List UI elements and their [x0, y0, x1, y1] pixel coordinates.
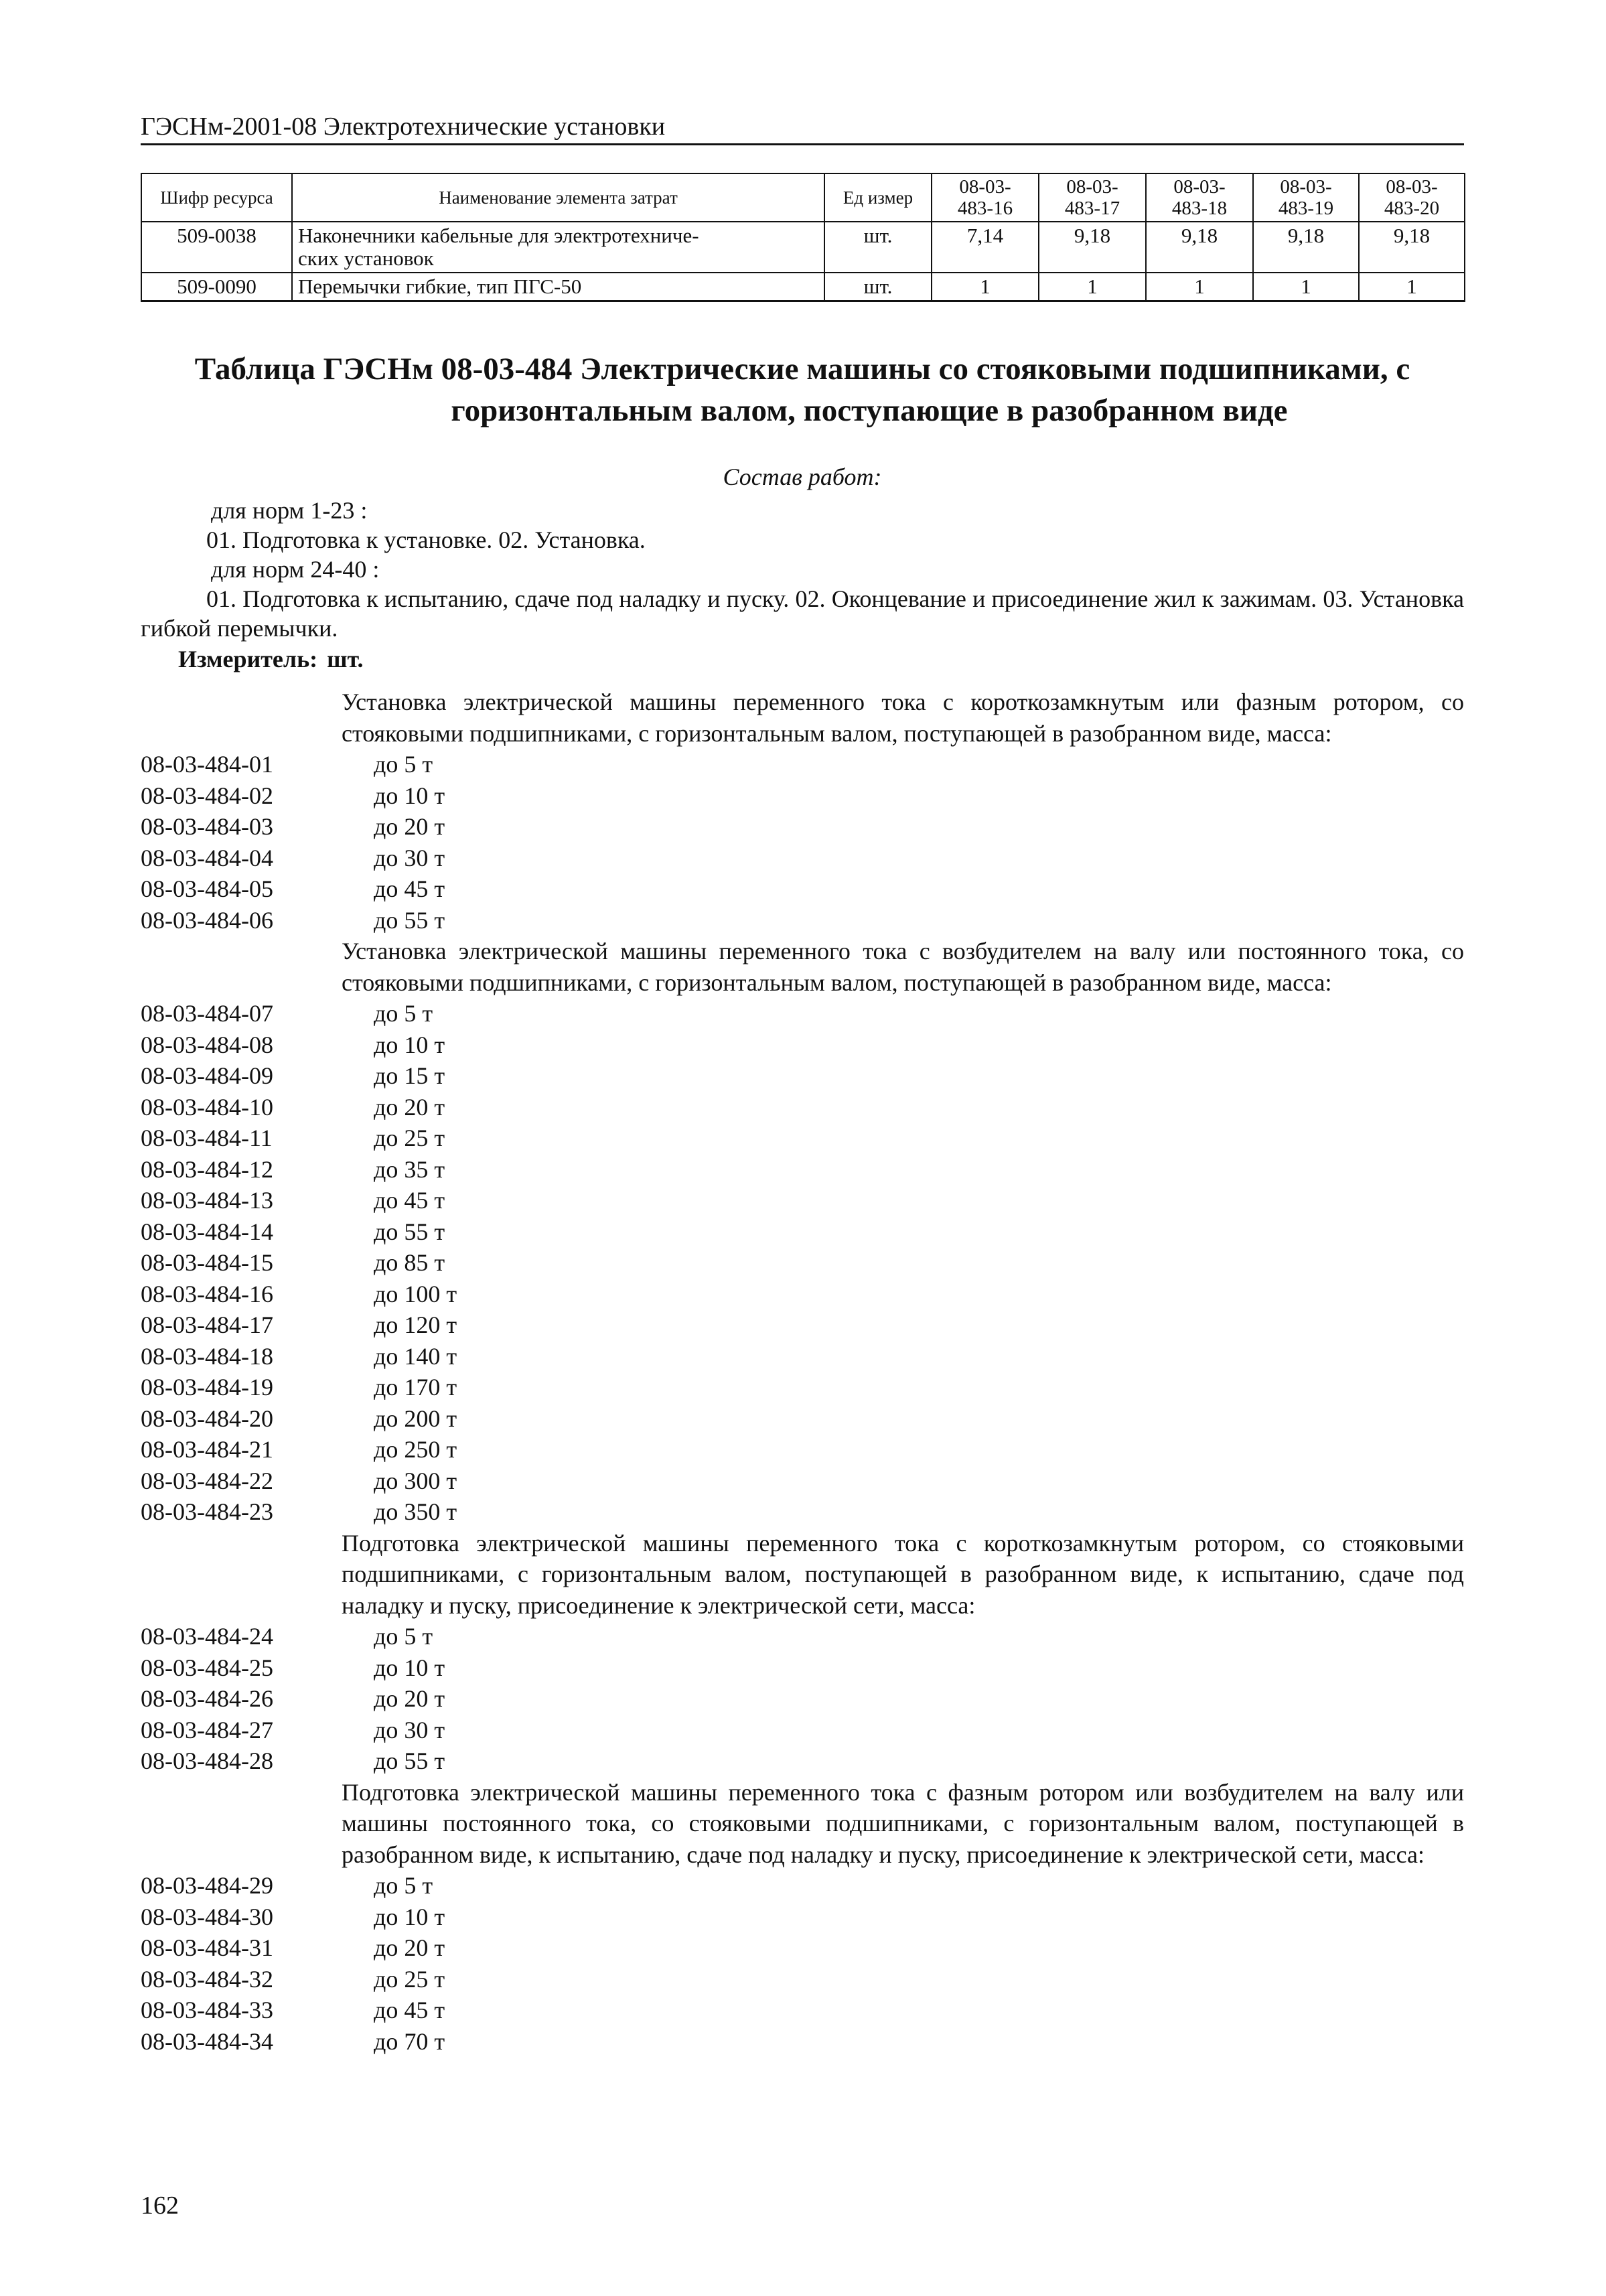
list-item: [141, 1465, 1464, 1497]
norm-mass: до 20 т: [374, 1685, 445, 1712]
norm-mass: до 200 т: [374, 1405, 457, 1432]
norm-code: 08-03-484-09: [141, 1062, 273, 1089]
norm-mass: до 55 т: [374, 1218, 445, 1245]
norm-code: 08-03-484-32: [141, 1965, 273, 1993]
norm-mass: до 5 т: [374, 1000, 433, 1027]
norm-code: 08-03-484-16: [141, 1280, 273, 1307]
norm-code: 08-03-484-02: [141, 782, 273, 809]
norm-mass: до 10 т: [374, 1654, 445, 1681]
group2-text: 01. Подготовка к испытанию, сдаче под наладку и пуску. 02. Оконцевание и присоединение жил к зажимам. 03. Установка гибкой перемычки.: [141, 585, 1464, 642]
list-item: [141, 1279, 1464, 1310]
norm-code: 08-03-484-23: [141, 1498, 273, 1525]
norm-group-description: Подготовка электрической машины переменного тока с короткозамкнутым ротором, со стояковыми подшипниками, с горизонтальным валом, поступающей в разобранном виде, к испытанию, сдаче под наладку и пуску, присоединение к электрической сети, масса:: [342, 1529, 1464, 1619]
norm-code: 08-03-484-19: [141, 1374, 273, 1401]
list-item: [141, 1496, 1464, 1528]
list-item: [141, 1309, 1464, 1341]
list-item: [141, 811, 1464, 843]
norm-mass: до 30 т: [374, 1716, 445, 1743]
norms-list: [141, 687, 1464, 2057]
norm-code: 08-03-484-30: [141, 1903, 273, 1930]
resource-value: 1: [932, 273, 1039, 301]
list-item: [141, 1995, 1464, 2026]
col-header-unit: Ед измер: [824, 173, 932, 222]
norm-code: 08-03-484-20: [141, 1405, 273, 1432]
norm-code: 08-03-484-24: [141, 1623, 273, 1650]
list-item: [141, 1652, 1464, 1684]
norm-mass: до 35 т: [374, 1155, 445, 1183]
running-header: ГЭСНм-2001-08 Электротехнические установки: [141, 111, 1464, 145]
norm-mass: до 5 т: [374, 1872, 433, 1899]
norm-code: 08-03-484-26: [141, 1685, 273, 1712]
norm-mass: до 70 т: [374, 2027, 445, 2055]
col-header-norm-20: 08-03- 483-20: [1359, 173, 1465, 222]
norm-mass: до 140 т: [374, 1342, 457, 1370]
group1-text: 01. Подготовка к установке. 02. Установка.: [206, 526, 646, 553]
norm-mass: до 10 т: [374, 1903, 445, 1930]
list-item: [141, 1932, 1464, 1964]
resource-value: 1: [1039, 273, 1146, 301]
list-item: [141, 2026, 1464, 2058]
norm-mass: до 20 т: [374, 813, 445, 840]
resource-value: 9,18: [1359, 222, 1465, 273]
resource-unit: шт.: [824, 273, 932, 301]
table-title-line2: горизонтальным валом, поступающие в разобранном виде: [451, 393, 1288, 428]
work-composition: [141, 462, 1464, 674]
norm-mass: до 30 т: [374, 844, 445, 871]
table-title: [141, 348, 1464, 431]
norm-mass: до 25 т: [374, 1125, 445, 1151]
list-item: [141, 1060, 1464, 1092]
col-header-norm-16: 08-03- 483-16: [932, 173, 1039, 222]
col-header-norm-18: 08-03- 483-18: [1146, 173, 1253, 222]
col-header-norm-17: 08-03- 483-17: [1039, 173, 1146, 222]
list-item: [141, 1964, 1464, 1995]
resource-value: 9,18: [1253, 222, 1359, 273]
norm-code: 08-03-484-18: [141, 1342, 273, 1370]
norm-mass: до 5 т: [374, 751, 433, 778]
norm-code: 08-03-484-03: [141, 813, 273, 840]
resource-value: 7,14: [932, 222, 1039, 273]
table-header-row: [141, 173, 1465, 222]
list-item: [141, 1715, 1464, 1746]
norm-mass: до 15 т: [374, 1062, 445, 1089]
norm-code: 08-03-484-31: [141, 1934, 273, 1961]
list-item: [141, 1029, 1464, 1061]
table-title-line1: Таблица ГЭСНм 08-03-484 Электрические машины со стояковыми подшипниками, с: [194, 352, 1410, 386]
group2-label: для норм 24-40 :: [211, 556, 380, 583]
page-number: 162: [141, 2192, 179, 2220]
resource-name: Перемычки гибкие, тип ПГС-50: [292, 273, 824, 301]
col-header-code: Шифр ресурса: [141, 173, 292, 222]
norm-mass: до 45 т: [374, 1997, 445, 2023]
norm-code: 08-03-484-33: [141, 1997, 273, 2023]
list-item: [141, 843, 1464, 874]
norm-code: 08-03-484-07: [141, 1000, 273, 1027]
norm-mass: до 10 т: [374, 1031, 445, 1058]
norm-code: 08-03-484-34: [141, 2027, 273, 2055]
resource-unit: шт.: [824, 222, 932, 273]
norm-group-description: Подготовка электрической машины переменного тока с фазным ротором или возбудителем на валу или машины постоянного тока, со стояковыми подшипниками, с горизонтальным валом, поступающей в разобранном виде, к испытанию, сдаче под наладку и пуску, присоединение к электрической сети, масса:: [342, 1778, 1464, 1868]
norm-code: 08-03-484-11: [141, 1125, 273, 1151]
norm-code: 08-03-484-15: [141, 1249, 273, 1276]
norm-mass: до 250 т: [374, 1436, 457, 1463]
group1-label: для норм 1-23 :: [211, 497, 368, 524]
norm-mass: до 120 т: [374, 1311, 457, 1338]
norm-mass: до 5 т: [374, 1623, 433, 1650]
resource-code: 509-0038: [141, 222, 292, 273]
col-header-name: Наименование элемента затрат: [292, 173, 824, 222]
norm-code: 08-03-484-08: [141, 1031, 273, 1058]
norm-group-description: Установка электрической машины переменного тока с возбудителем на валу или постоянного тока, со стояковыми подшипниками, с горизонтальным валом, поступающей в разобранном виде, масса:: [342, 938, 1464, 996]
norm-mass: до 85 т: [374, 1249, 445, 1276]
list-item: [141, 1123, 1464, 1154]
list-item: [141, 905, 1464, 936]
resource-value: 1: [1146, 273, 1253, 301]
norm-mass: до 45 т: [374, 1187, 445, 1214]
list-item: [141, 1434, 1464, 1465]
norm-code: 08-03-484-22: [141, 1467, 273, 1494]
measure-unit: шт.: [327, 646, 364, 672]
norm-mass: до 55 т: [374, 1747, 445, 1774]
list-item: [141, 998, 1464, 1029]
resource-value: 1: [1253, 273, 1359, 301]
resource-name: Наконечники кабельные для электротехниче- ских установок: [292, 222, 824, 273]
list-item: [141, 780, 1464, 812]
norm-code: 08-03-484-21: [141, 1436, 273, 1463]
norm-mass: до 45 т: [374, 875, 445, 902]
table-row: [141, 273, 1465, 301]
table-row: [141, 222, 1465, 273]
norm-mass: до 55 т: [374, 906, 445, 934]
norm-mass: до 100 т: [374, 1280, 457, 1307]
norm-code: 08-03-484-29: [141, 1872, 273, 1899]
list-item: [141, 1683, 1464, 1715]
composition-heading: Состав работ:: [723, 463, 882, 490]
norm-code: 08-03-484-14: [141, 1218, 273, 1245]
resource-value: 9,18: [1146, 222, 1253, 273]
list-item: [141, 1902, 1464, 1933]
list-item: [141, 1745, 1464, 1777]
list-item: [141, 1154, 1464, 1186]
norm-code: 08-03-484-10: [141, 1093, 273, 1121]
norm-code: 08-03-484-06: [141, 906, 273, 934]
norm-mass: до 20 т: [374, 1934, 445, 1961]
norm-code: 08-03-484-01: [141, 751, 273, 778]
norm-mass: до 20 т: [374, 1093, 445, 1121]
list-item: [141, 1216, 1464, 1248]
norm-mass: до 170 т: [374, 1374, 457, 1401]
resource-code: 509-0090: [141, 273, 292, 301]
norm-code: 08-03-484-25: [141, 1654, 273, 1681]
resource-value: 1: [1359, 273, 1465, 301]
list-item: [141, 1341, 1464, 1372]
norm-code: 08-03-484-27: [141, 1716, 273, 1743]
norm-mass: до 25 т: [374, 1965, 445, 1993]
list-item: [141, 1621, 1464, 1652]
list-item: [141, 1403, 1464, 1435]
col-header-norm-19: 08-03- 483-19: [1253, 173, 1359, 222]
norm-group-description: Установка электрической машины переменного тока с короткозамкнутым или фазным ротором, со стояковыми подшипниками, с горизонтальным валом, поступающей в разобранном виде, масса:: [342, 689, 1464, 747]
list-item: [141, 749, 1464, 780]
list-item: [141, 1185, 1464, 1216]
norm-code: 08-03-484-05: [141, 875, 273, 902]
measure-line: [141, 644, 1464, 674]
norm-code: 08-03-484-12: [141, 1155, 273, 1183]
norm-code: 08-03-484-17: [141, 1311, 273, 1338]
list-item: [141, 1372, 1464, 1403]
norm-mass: до 10 т: [374, 782, 445, 809]
list-item: [141, 1092, 1464, 1123]
norm-code: 08-03-484-28: [141, 1747, 273, 1774]
norm-mass: до 350 т: [374, 1498, 457, 1525]
resource-table: [141, 173, 1465, 302]
norm-code: 08-03-484-13: [141, 1187, 273, 1214]
list-item: [141, 873, 1464, 905]
norm-mass: до 300 т: [374, 1467, 457, 1494]
list-item: [141, 1247, 1464, 1279]
measure-label: Измеритель:: [178, 646, 318, 672]
norm-code: 08-03-484-04: [141, 844, 273, 871]
resource-value: 9,18: [1039, 222, 1146, 273]
list-item: [141, 1870, 1464, 1902]
